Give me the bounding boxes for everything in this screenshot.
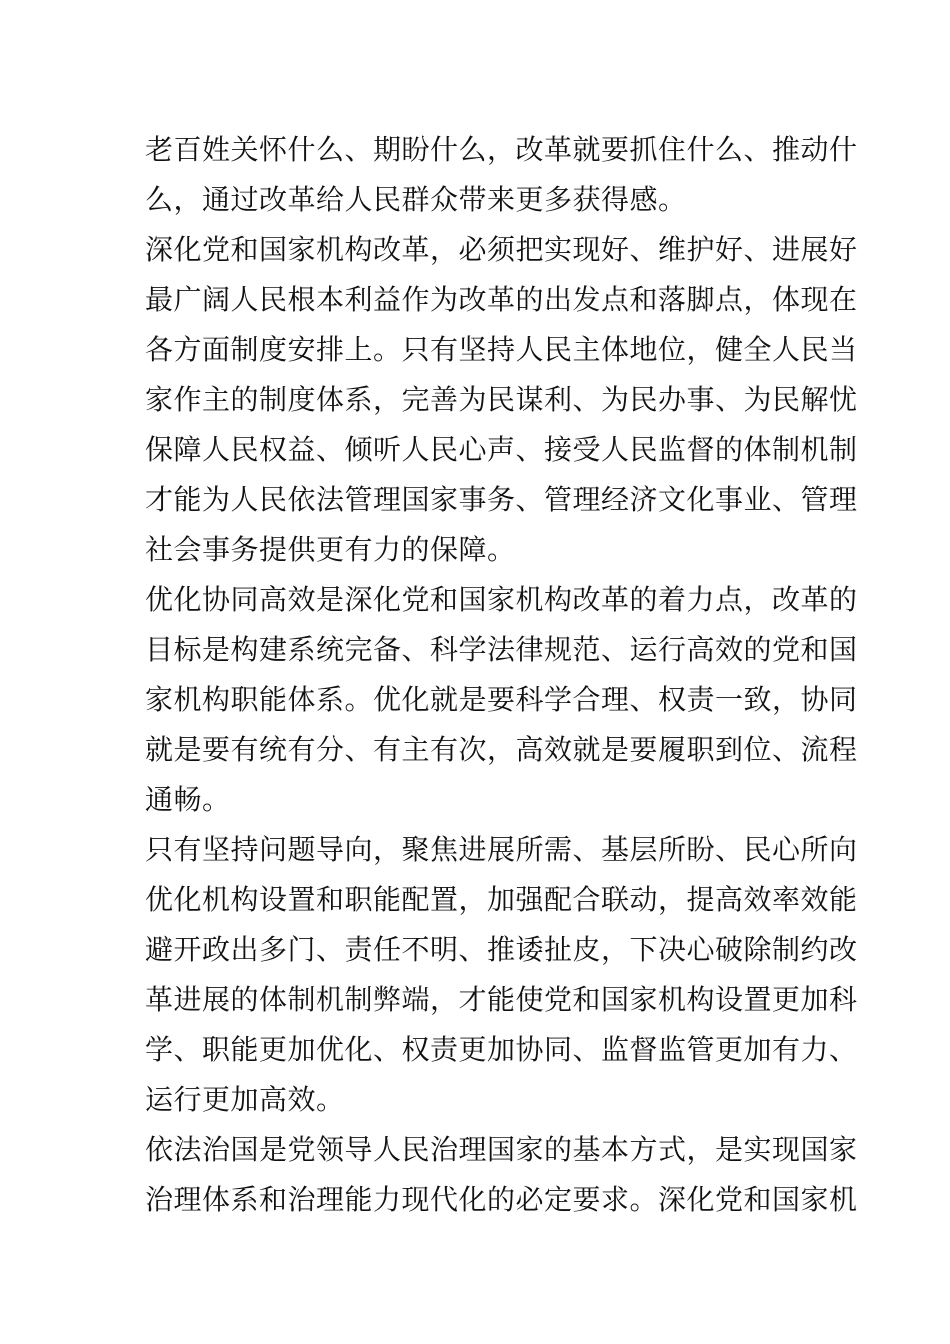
- text-line: 保障人民权益、倾听人民心声、接受人民监督的体制机制: [145, 433, 858, 466]
- paragraph-4: [145, 825, 858, 1125]
- text-line: 最广阔人民根本利益作为改革的出发点和落脚点，体现在: [145, 283, 858, 316]
- text-line: 依法治国是党领导人民治理国家的基本方式，是实现国家: [145, 1133, 858, 1166]
- text-line: 通畅。: [145, 783, 231, 816]
- text-line: 么，通过改革给人民群众带来更多获得感。: [145, 183, 687, 216]
- paragraph-1: [145, 125, 858, 225]
- text-line: 目标是构建系统完备、科学法律规范、运行高效的党和国: [145, 633, 858, 666]
- text-line: 学、职能更加优化、权责更加协同、监督监管更加有力、: [145, 1033, 858, 1066]
- document-body: [145, 125, 858, 1225]
- text-line: 家作主的制度体系，完善为民谋利、为民办事、为民解忧: [145, 383, 858, 416]
- text-line: 优化机构设置和职能配置，加强配合联动，提高效率效能: [145, 883, 858, 916]
- text-line: 老百姓关怀什么、期盼什么，改革就要抓住什么、推动什: [145, 133, 858, 166]
- text-line: 才能为人民依法管理国家事务、管理经济文化事业、管理: [145, 483, 858, 516]
- text-line: 治理体系和治理能力现代化的必定要求。深化党和国家机: [145, 1183, 858, 1216]
- text-line: 就是要有统有分、有主有次，高效就是要履职到位、流程: [145, 733, 858, 766]
- text-line: 革进展的体制机制弊端，才能使党和国家机构设置更加科: [145, 983, 858, 1016]
- text-line: 优化协同高效是深化党和国家机构改革的着力点，改革的: [145, 583, 858, 616]
- text-line: 深化党和国家机构改革，必须把实现好、维护好、进展好: [145, 233, 858, 266]
- text-line: 家机构职能体系。优化就是要科学合理、权责一致，协同: [145, 683, 858, 716]
- text-line: 运行更加高效。: [145, 1083, 345, 1116]
- text-line: 避开政出多门、责任不明、推诿扯皮，下决心破除制约改: [145, 933, 858, 966]
- text-line: 社会事务提供更有力的保障。: [145, 533, 516, 566]
- paragraph-3: [145, 575, 858, 825]
- text-line: 各方面制度安排上。只有坚持人民主体地位，健全人民当: [145, 333, 858, 366]
- paragraph-5: [145, 1125, 858, 1225]
- paragraph-2: [145, 225, 858, 575]
- text-line: 只有坚持问题导向，聚焦进展所需、基层所盼、民心所向: [145, 833, 858, 866]
